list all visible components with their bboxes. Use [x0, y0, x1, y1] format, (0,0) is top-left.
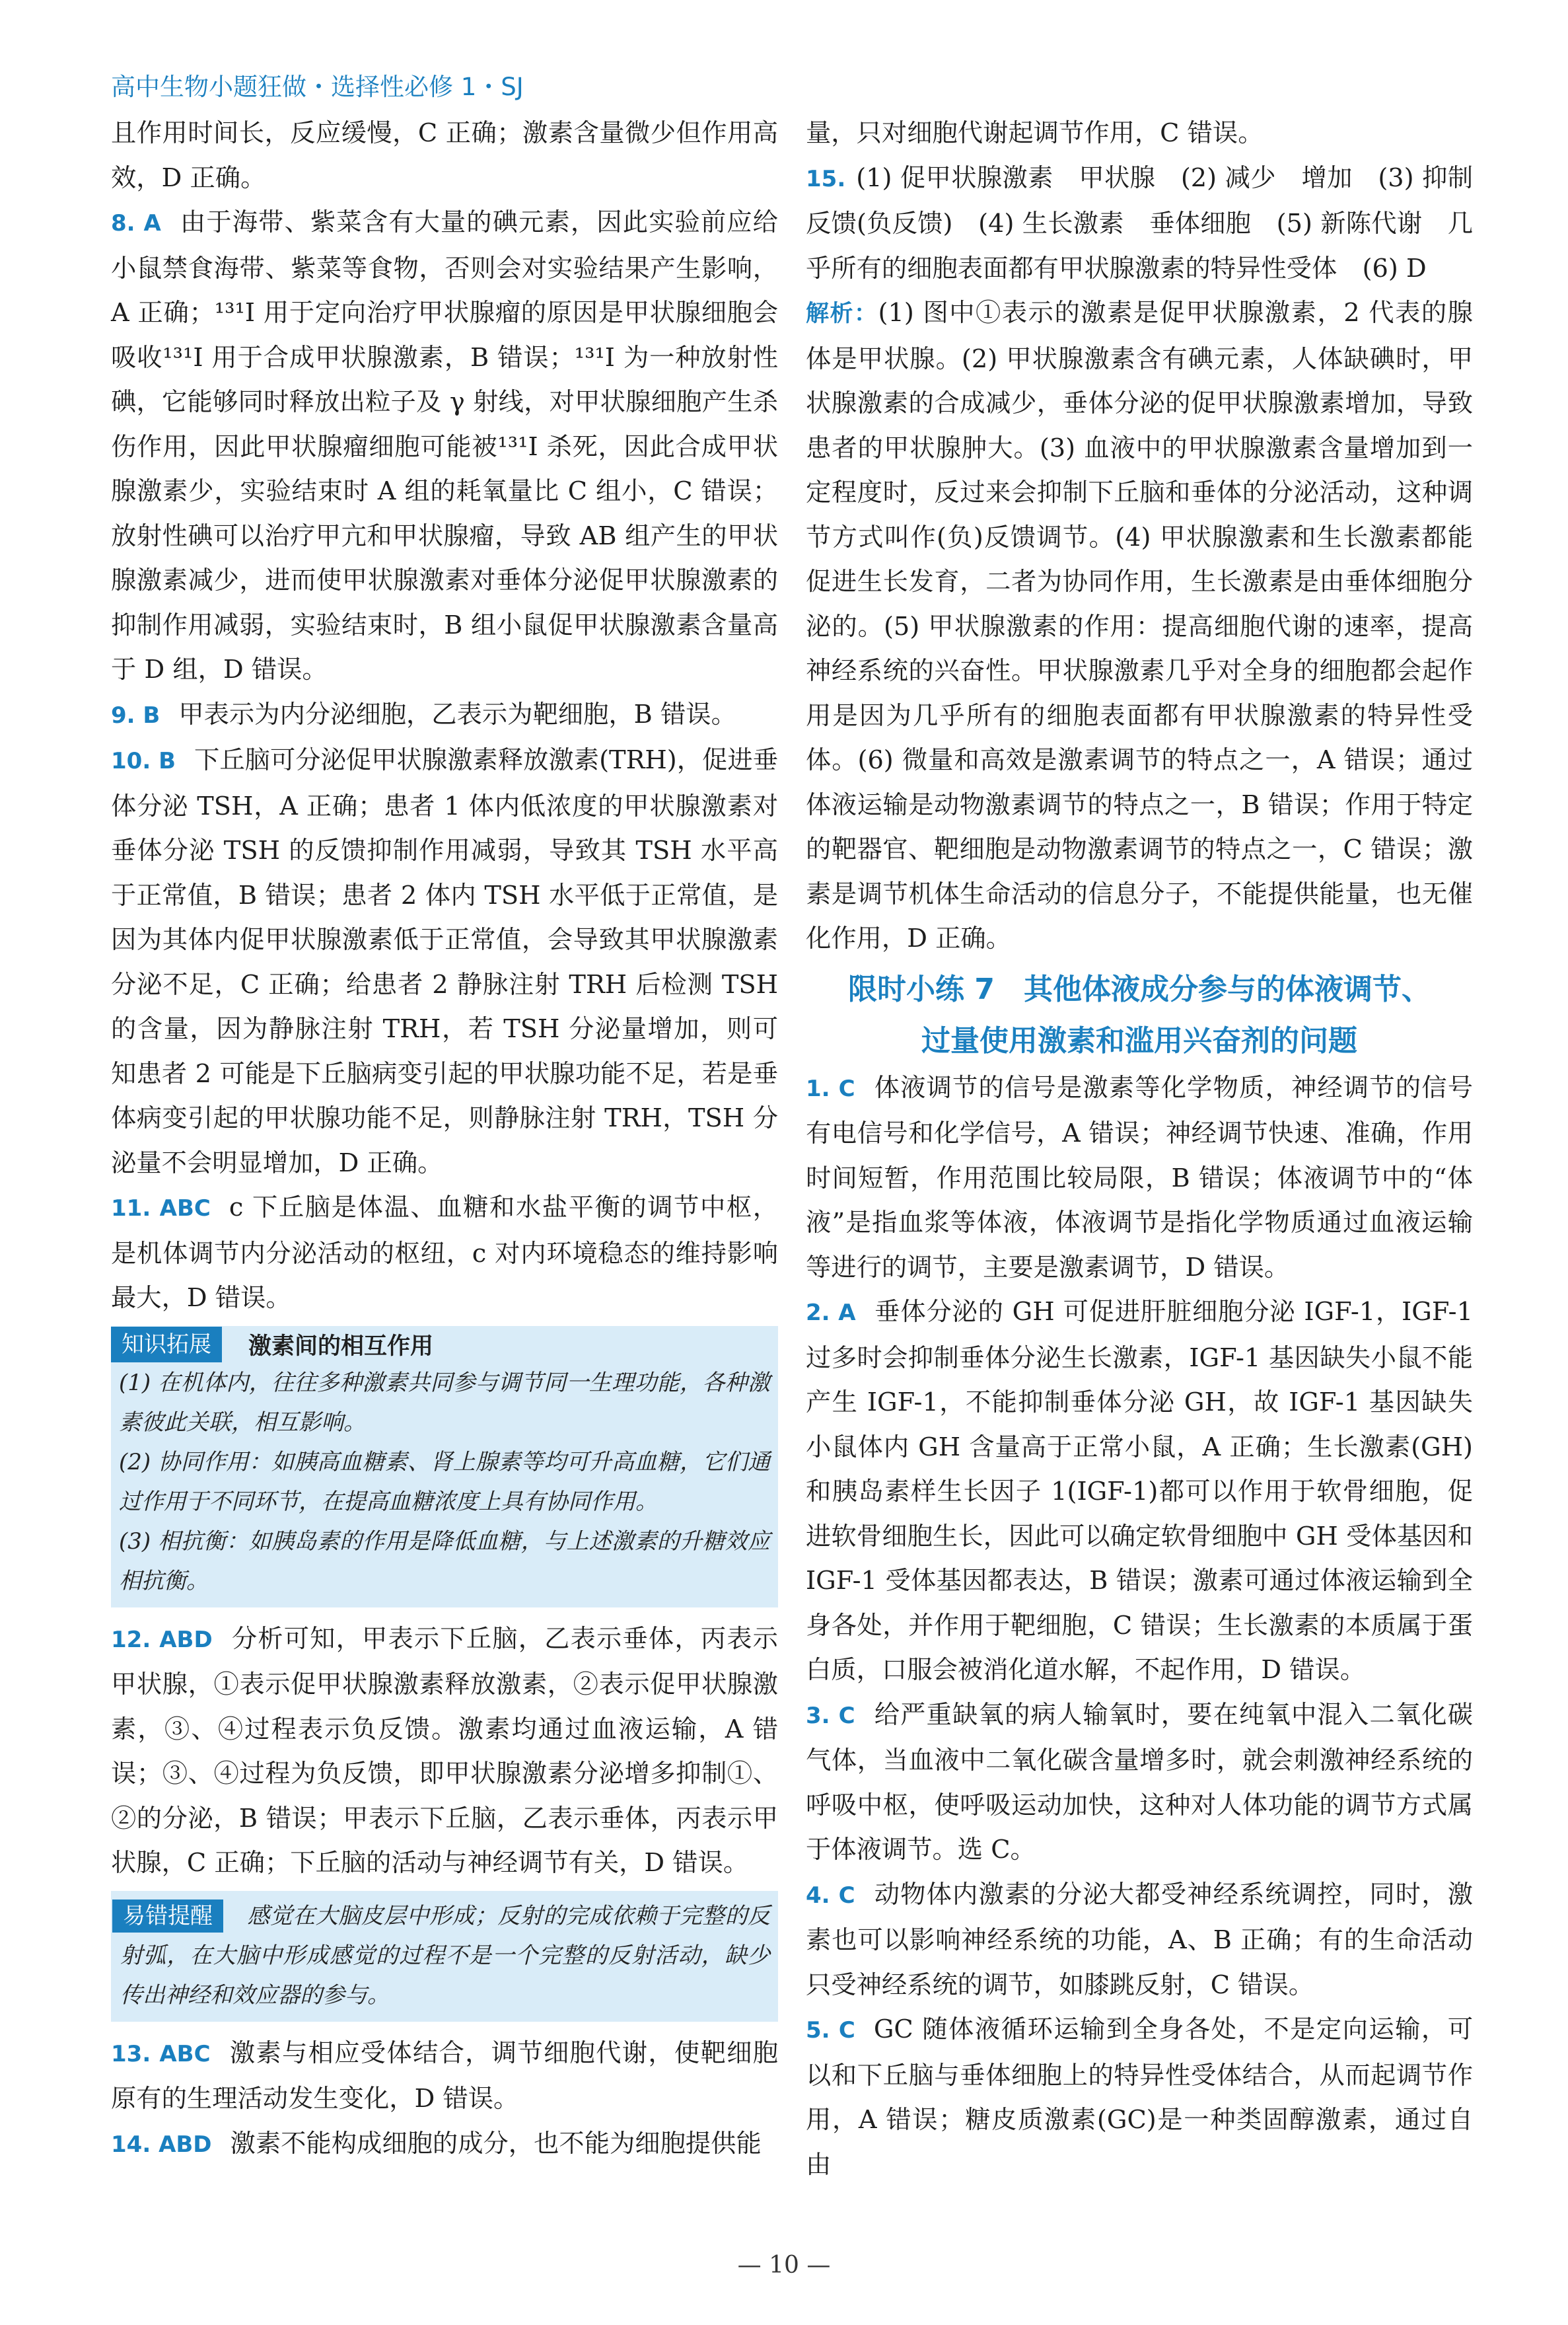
answer-text: 由于海带、紫菜含有大量的碘元素，因此实验前应给小鼠禁食海带、紫菜等食物，否则会对实验结果产生影响，A 正确；¹³¹I 用于定向治疗甲状腺瘤的原因是甲状腺细胞会吸收¹³¹I 用于合成甲状腺激素，B 错误；¹³¹I 为一种放射性碘，它能够同时释放出粒子及 γ 射线，对甲状腺细胞产生杀伤作用，因此甲状腺瘤细胞可能被¹³¹I 杀死，因此合成甲状腺激素少，实验结束时 A 组的耗氧量比 C 组小，C 错误；放射性碘可以治疗甲亢和甲状腺瘤，导致 AB 组产生的甲状腺激素减少，进而使甲状腺激素对垂体分泌促甲状腺激素的抑制作用减弱，实验结束时，B 组小鼠促甲状腺激素含量高于 D 组，D 错误。 — [111, 207, 778, 684]
answer-text: 甲表示为内分泌细胞，乙表示为靶细胞，B 错误。 — [178, 699, 736, 729]
answer-14 — [111, 2122, 778, 2168]
running-header: 高中生物小题狂做・选择性必修 1・SJ — [111, 73, 524, 101]
section-title-line: 限时小练 7 其他体液成分参与的体液调节、 — [848, 972, 1431, 1006]
answer-number: 12. ABD — [111, 1626, 213, 1653]
answer-number: 5. C — [806, 2017, 855, 2044]
answer-text: c 下丘脑是体温、血糖和水盐平衡的调节中枢，是机体调节内分泌活动的枢纽，c 对内环境稳态的维持影响最大，D 错误。 — [111, 1193, 779, 1313]
answer-text: (1) 促甲状腺激素 甲状腺 (2) 减少 增加 (3) 抑制 反馈(负反馈) (4) 生长激素 垂体细胞 (5) 新陈代谢 几乎所有的细胞表面都有甲状腺激素的特异性受体 (6) D — [806, 163, 1499, 283]
left-column — [111, 111, 778, 2167]
analysis — [806, 291, 1473, 961]
answer-4 — [806, 1872, 1473, 2008]
box-line — [119, 1891, 770, 2015]
answer-text: 垂体分泌的 GH 可促进肝脏细胞分泌 IGF-1，IGF-1 过多时会抑制垂体分泌生长激素，IGF-1 基因缺失小鼠不能产生 IGF-1，不能抑制垂体分泌 GH，故 IGF-1 基因缺失小鼠体内 GH 含量高于正常小鼠，A 正确；生长激素(GH)和胰岛素样生长因子 1(IGF-1)都可以作用于软骨细胞，促进软骨细胞生长，因此可以确定软骨细胞中 GH 受体基因和 IGF-1 受体基因都表达，B 错误；激素可通过体液运输到全身各处，并作用于靶细胞，C 错误；生长激素的本质属于蛋白质，口服会被消化道水解，不起作用，D 错误。 — [806, 1297, 1473, 1685]
box-tag: 易错提醒 — [112, 1900, 223, 1933]
page-number: — 10 — — [737, 2252, 831, 2279]
right-column — [806, 111, 1499, 2187]
section-title — [806, 967, 1473, 1064]
box-header — [119, 1326, 770, 1363]
box-line: (1) 在机体内，往往多种激素共同参与调节同一生理功能，各种激素彼此关联，相互影响。 — [119, 1369, 770, 1436]
box-tag: 知识拓展 — [111, 1327, 222, 1362]
answer-3 — [806, 1693, 1473, 1872]
analysis-text: (1) 图中①表示的激素是促甲状腺激素，2 代表的腺体是甲状腺。(2) 甲状腺激素含有碘元素，人体缺碘时，甲状腺激素的合成减少，垂体分泌的促甲状腺激素增加，导致患者的甲状腺肿大。(3) 血液中的甲状腺激素含量增加到一定程度时，反过来会抑制下丘脑和垂体的分泌活动，这种调节方式叫作(负)反馈调节。(4) 甲状腺激素和生长激素都能促进生长发育，二者为协同作用，生长激素是由垂体细胞分泌的。(5) 甲状腺激素的作用：提高细胞代谢的速率，提高神经系统的兴奋性。甲状腺激素几乎对全身的细胞都会起作用是因为几乎所有的细胞表面都有甲状腺激素的特异性受体。(6) 微量和高效是激素调节的特点之一，A 错误；通过体液运输是动物激素调节的特点之一，B 错误；作用于特定的靶器官、靶细胞是动物激素调节的特点之一，C 错误；激素是调节机体生命活动的信息分子，不能提供能量，也无催化作用，D 正确。 — [806, 298, 1473, 953]
answer-number: 9. B — [111, 702, 160, 729]
answer-text: 动物体内激素的分泌大都受神经系统调控，同时，激素也可以影响神经系统的功能，A、B 正确；有的生命活动只受神经系统的调节，如膝跳反射，C 错误。 — [806, 1879, 1473, 2000]
answer-text: 给严重缺氧的病人输氧时，要在纯氧中混入二氧化碳气体，当血液中二氧化碳含量增多时，就会刺激神经系统的呼吸中枢，使呼吸运动加快，这种对人体功能的调节方式属于体液调节。选 C。 — [806, 1699, 1473, 1864]
box-line: (2) 协同作用：如胰高血糖素、肾上腺素等均可升高血糖，它们通过作用于不同环节，在提高血糖浓度上具有协同作用。 — [119, 1448, 770, 1515]
answer-12 — [111, 1617, 778, 1886]
box-title: 激素间的相互作用 — [248, 1333, 434, 1360]
section-title-line: 过量使用激素和滥用兴奋剂的问题 — [921, 1023, 1357, 1058]
answer-number: 2. A — [806, 1300, 856, 1326]
answer-text: 激素不能构成细胞的成分，也不能为细胞提供能 — [230, 2128, 762, 2159]
answer-8 — [111, 200, 778, 692]
answer-number: 13. ABC — [111, 2040, 211, 2067]
answer-text: 激素与相应受体结合，调节细胞代谢，使靶细胞原有的生理活动发生变化，D 错误。 — [111, 2038, 778, 2114]
answer-2 — [806, 1290, 1473, 1693]
answer-text: GC 随体液循环运输到全身各处，不是定向运输，可以和下丘脑与垂体细胞上的特异性受体结合，从而起调节作用，A 错误；糖皮质激素(GC)是一种类固醇激素，通过自由 — [806, 2014, 1473, 2180]
answer-1 — [806, 1066, 1473, 1290]
box-text: 感觉在大脑皮层中形成；反射的完成依赖于完整的反射弧，在大脑中形成感觉的过程不是一个完整的反射活动，缺少传出神经和效应器的参与。 — [120, 1902, 770, 2009]
answer-5 — [806, 2007, 1473, 2187]
answer-text: 体液调节的信号是激素等化学物质，神经调节的信号有电信号和化学信号，A 错误；神经调节快速、准确，作用时间短暂，作用范围比较局限，B 错误；体液调节中的“体液”是指血浆等体液，体液调节是指化学物质通过血液运输等进行的调节，主要是激素调节，D 错误。 — [806, 1072, 1473, 1282]
paragraph-continued: 量，只对细胞代谢起调节作用，C 错误。 — [806, 118, 1264, 148]
knowledge-extension-box — [111, 1326, 778, 1607]
answer-number: 11. ABC — [111, 1195, 211, 1222]
answer-number: 10. B — [111, 748, 176, 774]
answer-number: 15. — [806, 165, 846, 192]
answer-13 — [111, 2031, 778, 2122]
answer-10 — [111, 738, 778, 1185]
answer-15 — [806, 156, 1499, 291]
answer-9 — [111, 692, 778, 739]
answer-number: 3. C — [806, 1702, 855, 1729]
paragraph-continued: 且作用时间长，反应缓慢，C 正确；激素含量微少但作用高效，D 正确。 — [111, 118, 778, 193]
answer-number: 1. C — [806, 1075, 855, 1102]
common-mistake-box — [111, 1891, 778, 2022]
answer-number: 14. ABD — [111, 2131, 212, 2158]
box-line: (3) 相抗衡：如胰岛素的作用是降低血糖，与上述激素的升糖效应相抗衡。 — [119, 1528, 770, 1594]
answer-number: 8. A — [111, 210, 161, 237]
answer-11 — [111, 1185, 778, 1321]
answer-text: 下丘脑可分泌促甲状腺激素释放激素(TRH)，促进垂体分泌 TSH，A 正确；患者 1 体内低浓度的甲状腺激素对垂体分泌 TSH 的反馈抑制作用减弱，导致其 TSH 水平高于正常值，B 错误；患者 2 体内 TSH 水平低于正常值，是因为其体内促甲状腺激素低于正常值，会导致其甲状腺激素分泌不足，C 正确；给患者 2 静脉注射 TRH 后检测 TSH 的含量，因为静脉注射 TRH，若 TSH 分泌量增加，则可知患者 2 可能是下丘脑病变引起的甲状腺功能不足，若是垂体病变引起的甲状腺功能不足，则静脉注射 TRH，TSH 分泌量不会明显增加，D 正确。 — [111, 745, 779, 1178]
analysis-label: 解析： — [806, 301, 878, 327]
answer-number: 4. C — [806, 1882, 855, 1909]
answer-text: 分析可知，甲表示下丘脑，乙表示垂体，丙表示甲状腺，①表示促甲状腺激素释放激素，②表示促甲状腺激素，③、④过程表示负反馈。激素均通过血液运输，A 错误；③、④过程为负反馈，即甲状腺激素分泌增多抑制①、②的分泌，B 错误；甲表示下丘脑，乙表示垂体，丙表示甲状腺，C 正确；下丘脑的活动与神经调节有关，D 错误。 — [111, 1623, 778, 1878]
